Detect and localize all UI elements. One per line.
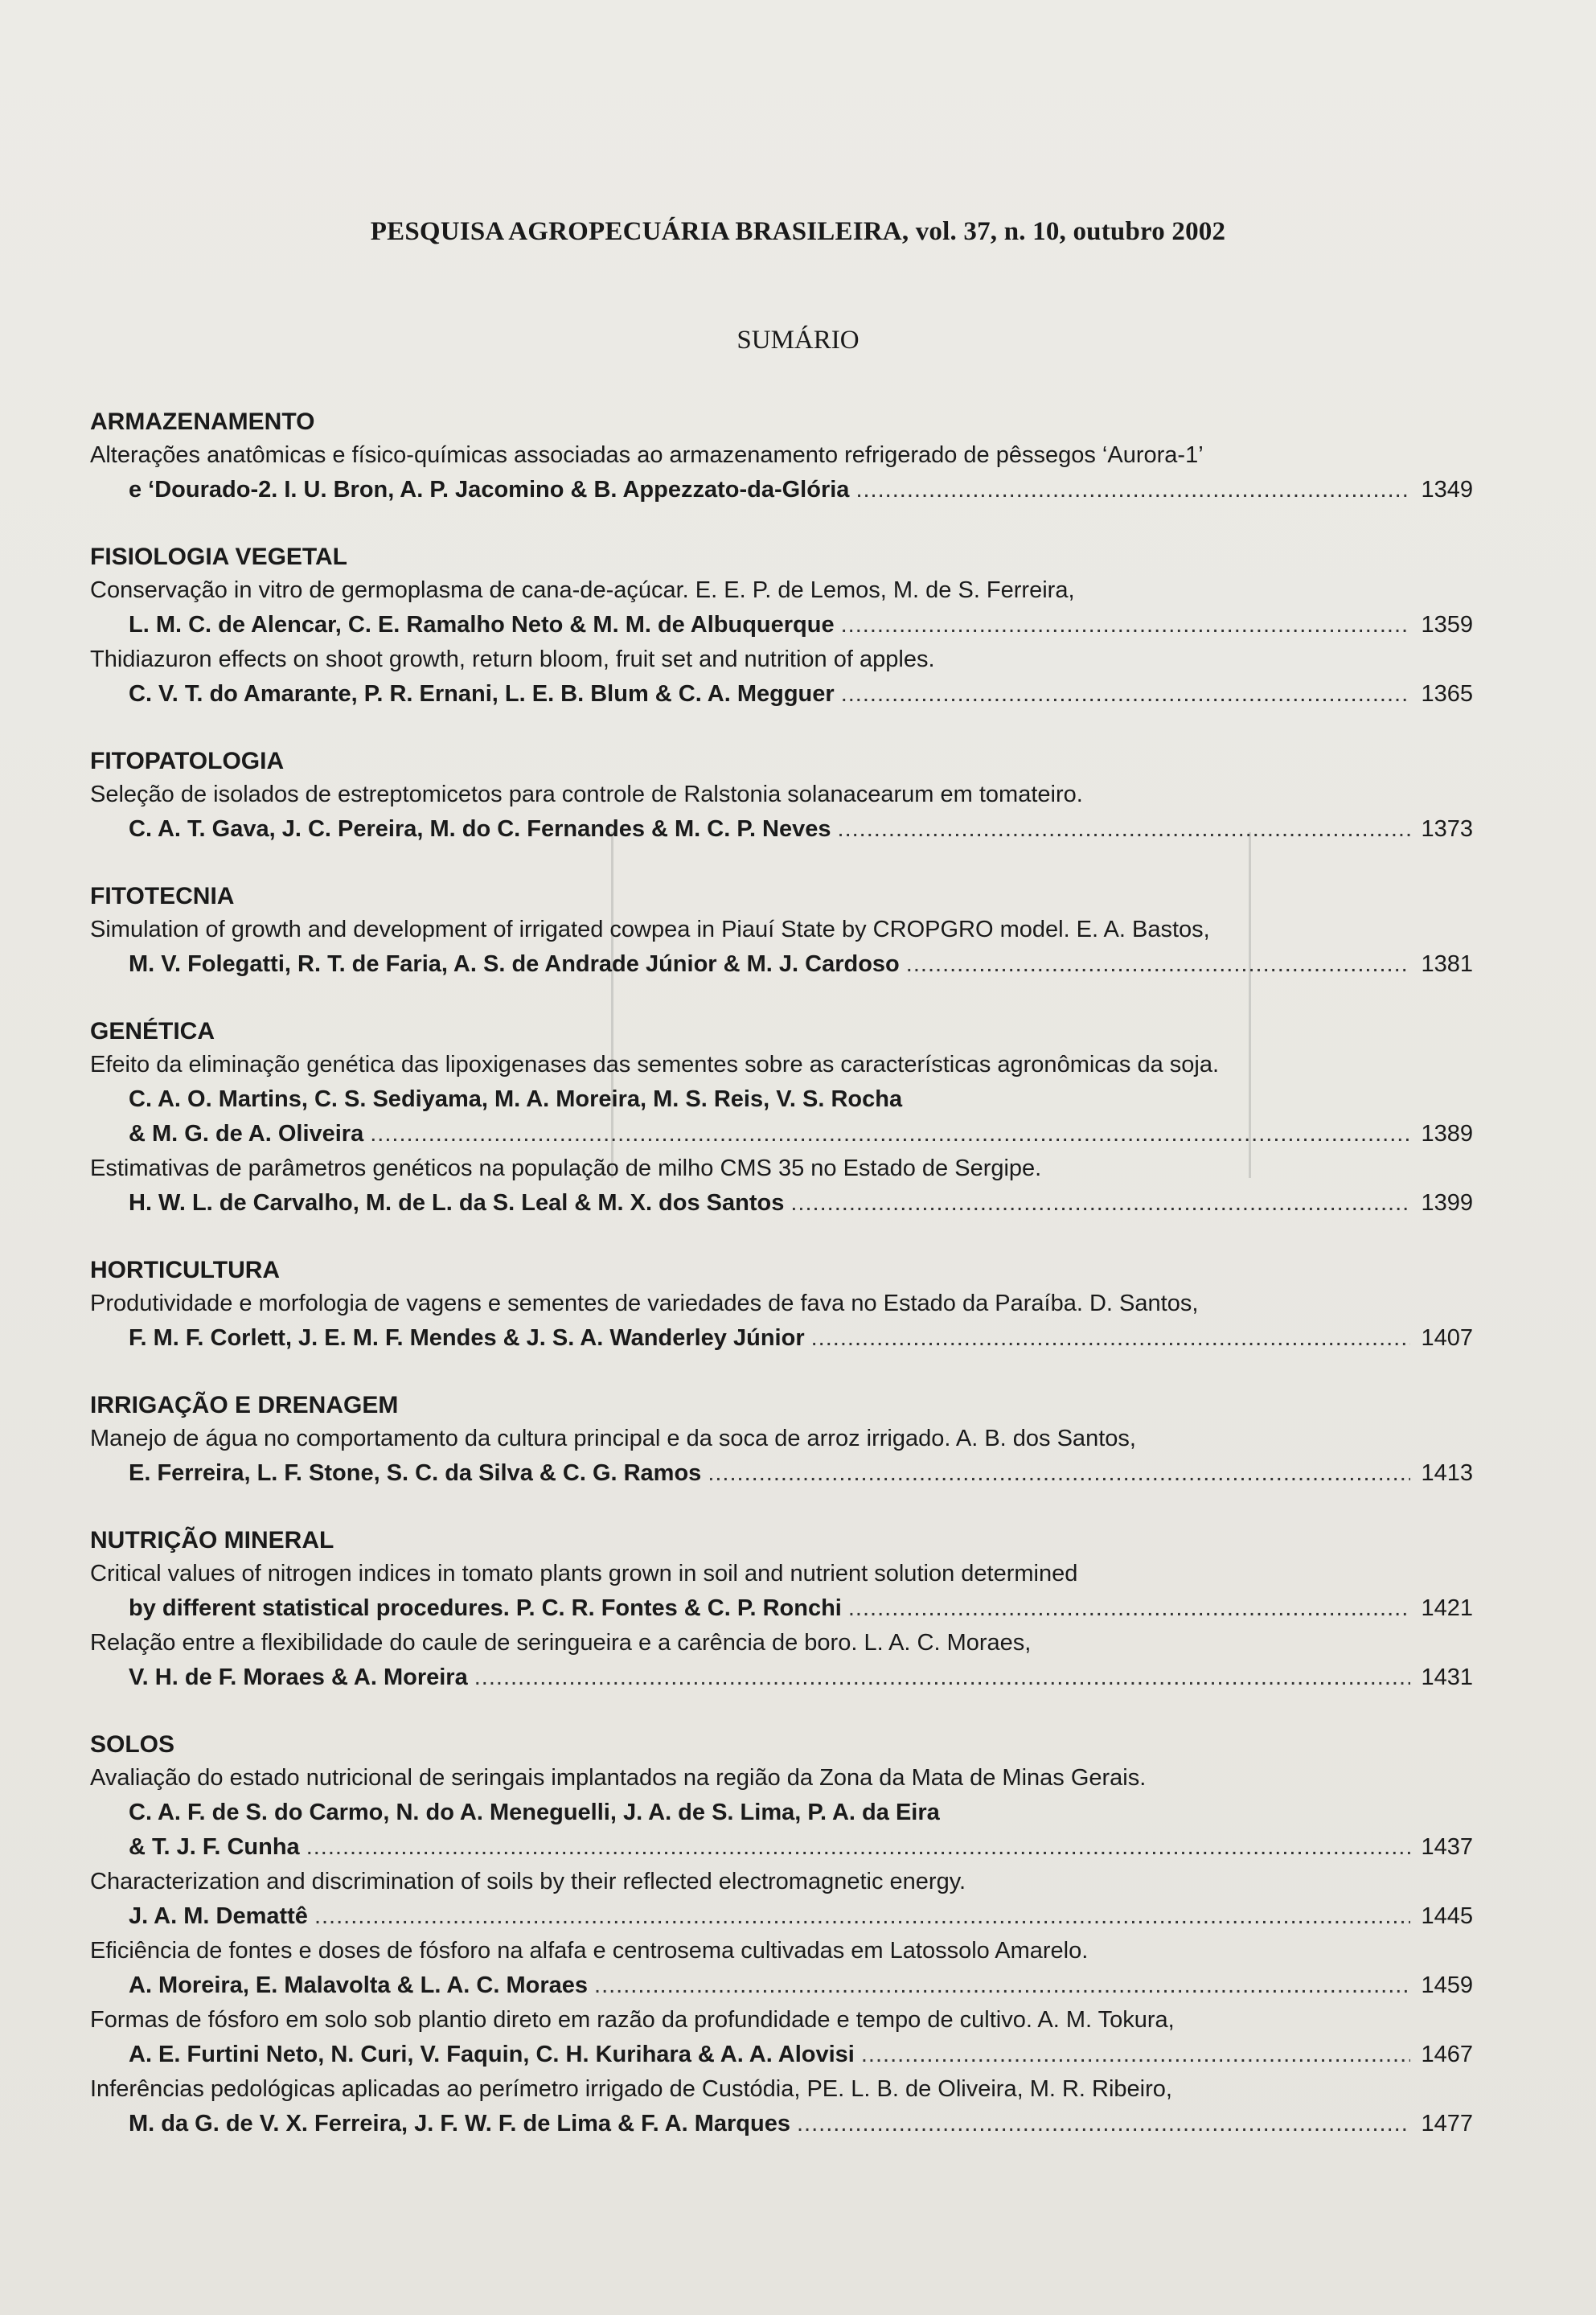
page-number: 1399	[1421, 1190, 1473, 1216]
entry-text: by different statistical procedures. P. C. R. Fontes & C. P. Ronchi	[129, 1595, 842, 1621]
entry-text: & T. J. F. Cunha	[129, 1834, 300, 1860]
toc-entry	[90, 913, 1473, 982]
toc-entry	[90, 1048, 1473, 1151]
page-number: 1359	[1421, 612, 1473, 638]
entry-last-line	[90, 1830, 1473, 1865]
entry-text: J. A. M. Demattê	[129, 1903, 308, 1929]
entry-text: Produtividade e morfologia de vagens e sementes de variedades de fava no Estado da Paraíba. D. Santos,	[90, 1291, 1199, 1316]
entry-last-line	[90, 1456, 1473, 1491]
toc-section	[90, 745, 1473, 847]
toc-entry	[90, 1865, 1473, 1934]
entry-last-line	[90, 1321, 1473, 1356]
dot-leader	[314, 1899, 1410, 1934]
entry-text: V. H. de F. Moraes & A. Moreira	[129, 1664, 468, 1690]
entry-text: L. M. C. de Alencar, C. E. Ramalho Neto & M. M. de Albuquerque	[129, 612, 835, 638]
toc-entry	[90, 1287, 1473, 1356]
entry-text: Simulation of growth and development of irrigated cowpea in Piauí State by CROPGRO model. E. A. Bastos,	[90, 917, 1210, 942]
page-number: 1365	[1421, 681, 1473, 707]
toc-entry	[90, 2003, 1473, 2072]
entry-last-line	[90, 812, 1473, 847]
toc-entry	[90, 1934, 1473, 2003]
toc-section	[90, 1525, 1473, 1695]
entry-text: Eficiência de fontes e doses de fósforo na alfafa e centrosema cultivadas em Latossolo Amarelo.	[90, 1938, 1089, 1964]
dot-leader	[790, 1186, 1410, 1221]
entry-text: Manejo de água no comportamento da cultura principal e da soca de arroz irrigado. A. B. dos Santos,	[90, 1426, 1136, 1451]
page-number: 1437	[1421, 1834, 1473, 1860]
dot-leader	[848, 1591, 1410, 1626]
dot-leader	[474, 1660, 1410, 1695]
entry-last-line	[90, 1591, 1473, 1626]
entry-text: Alterações anatômicas e físico-químicas associadas ao armazenamento refrigerado de pêssegos ‘Aurora-1’	[90, 442, 1204, 468]
entry-text: Relação entre a flexibilidade do caule de seringueira e a carência de boro. L. A. C. Moraes,	[90, 1630, 1032, 1656]
toc-section	[90, 1254, 1473, 1356]
entry-text: Efeito da eliminação genética das lipoxigenases das sementes sobre as características agronômicas da soja.	[90, 1052, 1220, 1077]
entry-text: Seleção de isolados de estreptomicetos para controle de Ralstonia solanacearum em tomateiro.	[90, 782, 1083, 807]
entry-last-line	[90, 1899, 1473, 1934]
section-heading: FISIOLOGIA VEGETAL	[90, 544, 348, 570]
dot-leader	[906, 947, 1410, 982]
page-number: 1349	[1421, 477, 1473, 503]
dot-leader	[841, 608, 1410, 642]
entry-last-line	[90, 1117, 1473, 1151]
entry-last-line	[90, 473, 1473, 507]
section-heading: FITOTECNIA	[90, 883, 235, 909]
section-heading: SOLOS	[90, 1731, 175, 1758]
toc-entry	[90, 2072, 1473, 2141]
toc-section	[90, 406, 1473, 507]
entry-text: M. da G. de V. X. Ferreira, J. F. W. F. de Lima & F. A. Marques	[129, 2111, 790, 2136]
toc-entry	[90, 573, 1473, 642]
section-heading: HORTICULTURA	[90, 1257, 281, 1283]
page-number: 1431	[1421, 1664, 1473, 1690]
page-number: 1459	[1421, 1972, 1473, 1998]
entry-text: Estimativas de parâmetros genéticos na população de milho CMS 35 no Estado de Sergipe.	[90, 1155, 1042, 1181]
page-number: 1373	[1421, 816, 1473, 842]
entry-last-line	[90, 2038, 1473, 2072]
entry-text: Avaliação do estado nutricional de seringais implantados na região da Zona da Mata de Minas Gerais.	[90, 1765, 1147, 1791]
entry-text: Inferências pedológicas aplicadas ao perímetro irrigado de Custódia, PE. L. B. de Oliveira, M. R. Ribeiro,	[90, 2076, 1172, 2102]
toc-section	[90, 1016, 1473, 1221]
dot-leader	[797, 2107, 1410, 2141]
toc-section	[90, 1389, 1473, 1491]
toc-section	[90, 541, 1473, 712]
page-number: 1413	[1421, 1460, 1473, 1486]
dot-leader	[370, 1117, 1410, 1151]
entry-text: E. Ferreira, L. F. Stone, S. C. da Silva & C. G. Ramos	[129, 1460, 702, 1486]
entry-text: C. A. T. Gava, J. C. Pereira, M. do C. Fernandes & M. C. P. Neves	[129, 816, 831, 842]
dot-leader	[861, 2038, 1410, 2072]
entry-text: Thidiazuron effects on shoot growth, return bloom, fruit set and nutrition of apples.	[90, 646, 935, 672]
entry-text: Conservação in vitro de germoplasma de cana-de-açúcar. E. E. P. de Lemos, M. de S. Ferreira,	[90, 577, 1075, 603]
entry-text: & M. G. de A. Oliveira	[129, 1121, 364, 1147]
entry-last-line	[90, 1660, 1473, 1695]
dot-leader	[855, 473, 1410, 507]
contents-heading: SUMÁRIO	[736, 326, 860, 355]
page-number: 1445	[1421, 1903, 1473, 1929]
toc-entry	[90, 1422, 1473, 1491]
section-heading: GENÉTICA	[90, 1018, 215, 1045]
journal-title: PESQUISA AGROPECUÁRIA BRASILEIRA, vol. 37, n. 10, outubro 2002	[370, 217, 1226, 246]
page-number: 1407	[1421, 1325, 1473, 1351]
table-of-contents	[90, 406, 1473, 2175]
dot-leader	[811, 1321, 1410, 1356]
toc-entry	[90, 1626, 1473, 1695]
entry-last-line	[90, 608, 1473, 642]
toc-entry	[90, 1557, 1473, 1626]
dot-leader	[306, 1830, 1410, 1865]
section-heading: FITOPATOLOGIA	[90, 748, 285, 774]
entry-text: A. E. Furtini Neto, N. Curi, V. Faquin, C. H. Kurihara & A. A. Alovisi	[129, 2042, 855, 2067]
entry-last-line	[90, 947, 1473, 982]
entry-text: C. A. F. de S. do Carmo, N. do A. Meneguelli, J. A. de S. Lima, P. A. da Eira	[129, 1800, 940, 1825]
dot-leader	[708, 1456, 1410, 1491]
page-number: 1421	[1421, 1595, 1473, 1621]
dot-leader	[841, 677, 1410, 712]
entry-text: A. Moreira, E. Malavolta & L. A. C. Moraes	[129, 1972, 589, 1998]
toc-section	[90, 880, 1473, 982]
entry-text: Characterization and discrimination of soils by their reflected electromagnetic energy.	[90, 1869, 966, 1894]
entry-text: Formas de fósforo em solo sob plantio direto em razão da profundidade e tempo de cultivo. A. M. Tokura,	[90, 2007, 1175, 2033]
section-heading: IRRIGAÇÃO E DRENAGEM	[90, 1392, 399, 1418]
entry-text: C. V. T. do Amarante, P. R. Ernani, L. E. B. Blum & C. A. Megguer	[129, 681, 835, 707]
toc-entry	[90, 1151, 1473, 1221]
toc-entry	[90, 642, 1473, 712]
page-number: 1381	[1421, 951, 1473, 977]
toc-entry	[90, 438, 1473, 507]
dot-leader	[594, 1968, 1410, 2003]
entry-last-line	[90, 2107, 1473, 2141]
dot-leader	[838, 812, 1410, 847]
toc-entry	[90, 778, 1473, 847]
toc-section	[90, 1729, 1473, 2141]
section-heading: ARMAZENAMENTO	[90, 408, 315, 435]
entry-text: M. V. Folegatti, R. T. de Faria, A. S. de Andrade Júnior & M. J. Cardoso	[129, 951, 900, 977]
entry-text: C. A. O. Martins, C. S. Sediyama, M. A. Moreira, M. S. Reis, V. S. Rocha	[129, 1086, 903, 1112]
entry-text: Critical values of nitrogen indices in tomato plants grown in soil and nutrient solution determined	[90, 1561, 1078, 1586]
entry-text: H. W. L. de Carvalho, M. de L. da S. Leal & M. X. dos Santos	[129, 1190, 785, 1216]
toc-entry	[90, 1761, 1473, 1865]
page-number: 1477	[1421, 2111, 1473, 2136]
entry-last-line	[90, 1968, 1473, 2003]
entry-last-line	[90, 1186, 1473, 1221]
page-number: 1389	[1421, 1121, 1473, 1147]
section-heading: NUTRIÇÃO MINERAL	[90, 1527, 334, 1554]
page-number: 1467	[1421, 2042, 1473, 2067]
entry-text: F. M. F. Corlett, J. E. M. F. Mendes & J. S. A. Wanderley Júnior	[129, 1325, 805, 1351]
entry-text: e ‘Dourado-2. I. U. Bron, A. P. Jacomino & B. Appezzato-da-Glória	[129, 477, 850, 503]
entry-last-line	[90, 677, 1473, 712]
